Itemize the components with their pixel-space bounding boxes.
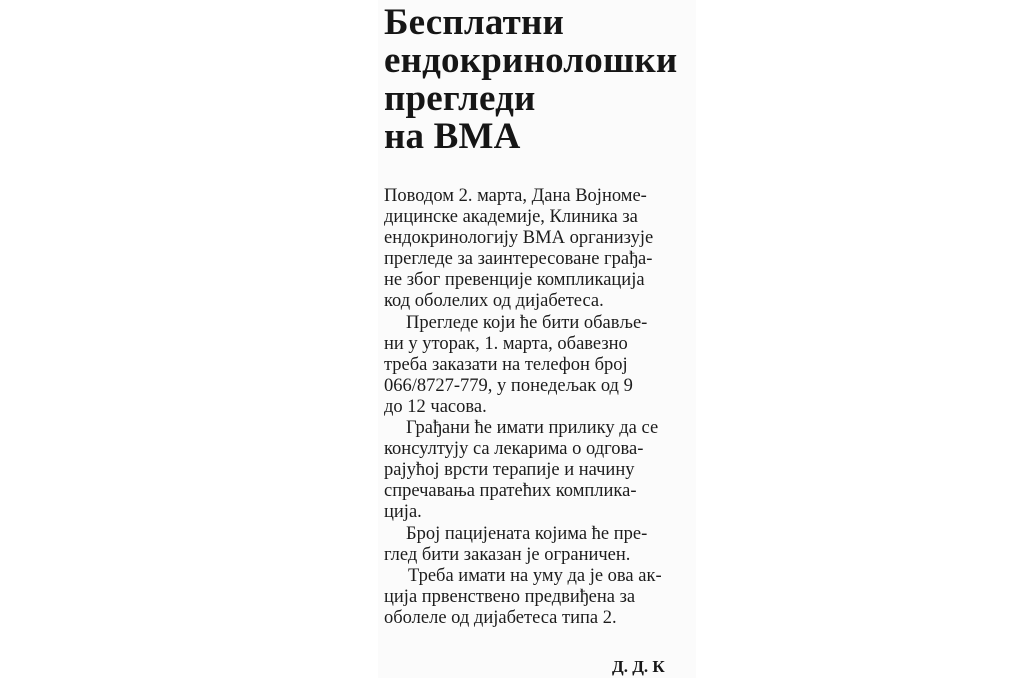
body-line: глед бити заказан је ограничен. [384,544,631,565]
headline-line-2: ендокринолошки [384,40,678,81]
article-byline: Д. Д. К [612,657,665,676]
body-line: дицинске академије, Клиника за [384,207,638,228]
body-line: Прегледе који ће бити обавље- [406,312,648,333]
body-line: треба заказати на телефон број [384,354,628,375]
headline-line-3: прегледи [384,78,536,119]
body-line: рајућој врсти терапије и начину [384,460,635,481]
body-line: ендокринологију ВМА организује [384,228,654,249]
body-line: консултују са лекарима о одгова- [384,439,644,460]
body-line: Треба имати на уму да је ова ак- [408,565,662,586]
headline-line-4: на ВМА [384,116,521,157]
body-line: Број пацијената којима ће пре- [406,523,648,544]
body-line: ни у уторак, 1. марта, обавезно [384,333,628,354]
body-line: 066/8727-779, у понедељак од 9 [384,375,633,396]
body-line: ција првенствено предвиђена за [384,586,636,607]
body-line: код оболелих од дијабетеса. [384,291,604,312]
body-line: не због превенције компликација [384,270,645,291]
body-line: Поводом 2. марта, Дана Војноме- [384,186,647,206]
headline-line-1: Бесплатни [384,2,564,43]
article-headline [384,4,704,156]
body-line: оболеле од дијабетеса типа 2. [384,607,617,628]
body-line: до 12 часова. [384,396,487,417]
body-line: прегледе за заинтересоване грађа- [384,249,653,270]
body-line: ција. [384,502,422,523]
article-body [384,186,696,629]
body-line: спречавања пратећих комплика- [384,481,637,502]
body-line: Грађани ће имати прилику да се [406,418,659,439]
